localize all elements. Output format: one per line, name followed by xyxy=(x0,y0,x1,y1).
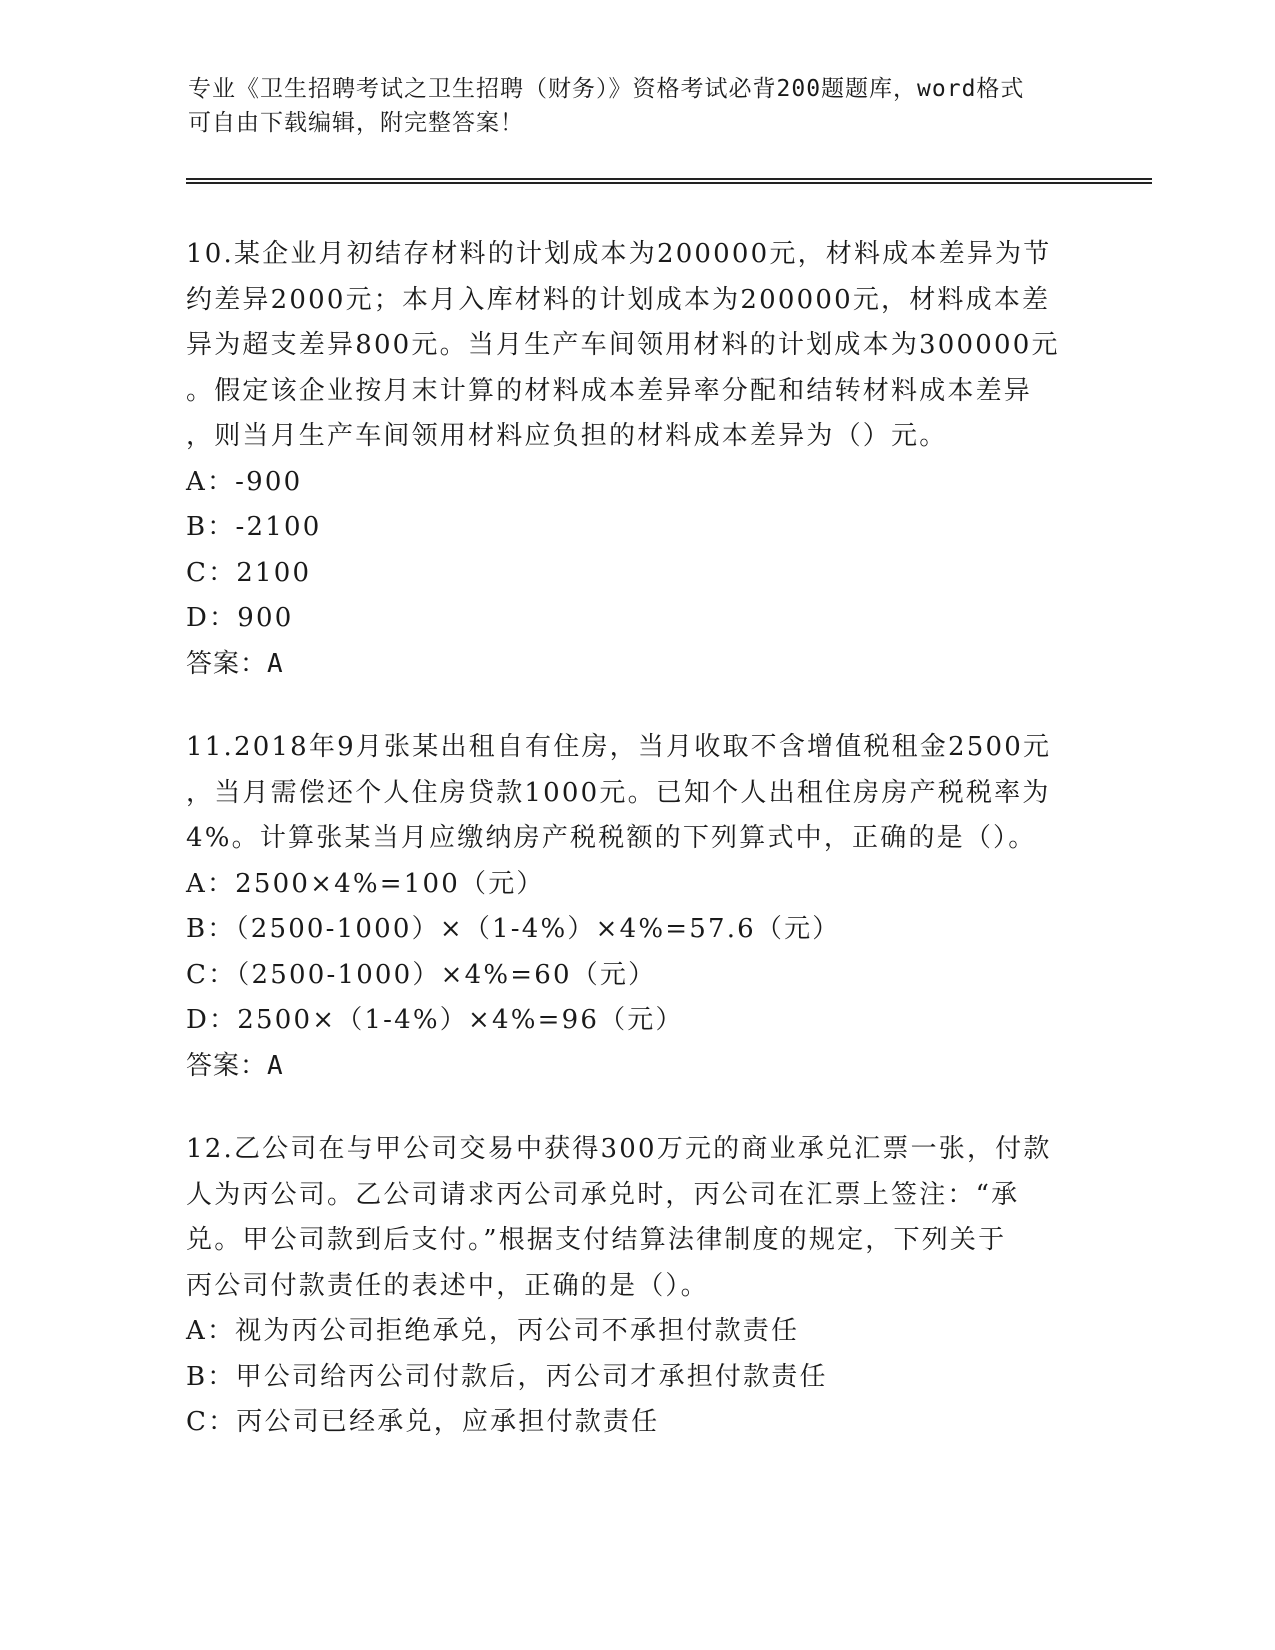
question-list xyxy=(186,232,1086,1484)
question-text-line: ，则当月生产车间领用材料应负担的材料成本差异为（）元。 xyxy=(186,421,948,451)
question-text-line: 12.乙公司在与甲公司交易中获得300万元的商业承兑汇票一张，付款 xyxy=(186,1134,1052,1164)
question-text-line: 人为丙公司。乙公司请求丙公司承兑时，丙公司在汇票上签注：“承 xyxy=(186,1179,1020,1210)
question-text-line: 11.2018年9月张某出租自有住房，当月收取不含增值税租金2500元 xyxy=(186,732,1052,762)
option-a: A：视为丙公司拒绝承兑，丙公司不承担付款责任 xyxy=(186,1316,800,1346)
header-divider-bottom xyxy=(186,182,1152,184)
question-text-line: 4%。计算张某当月应缴纳房产税税额的下列算式中，正确的是（）。 xyxy=(186,823,1037,853)
header-divider-top xyxy=(186,178,1152,180)
question-text-line: ，当月需偿还个人住房贷款1000元。已知个人出租住房房产税税率为 xyxy=(186,777,1051,808)
question-12 xyxy=(186,1127,1086,1446)
question-text-line: 丙公司付款责任的表述中，正确的是（）。 xyxy=(186,1270,709,1301)
question-10 xyxy=(186,232,1086,687)
option-a: A：2500×4%=100（元） xyxy=(186,868,545,899)
option-c: C：丙公司已经承兑，应承担付款责任 xyxy=(186,1407,660,1437)
option-d: D：2500×（1-4%）×4%=96（元） xyxy=(186,1005,684,1035)
question-text-line: 兑。甲公司款到后支付。”根据支付结算法律制度的规定，下列关于 xyxy=(186,1225,1007,1255)
option-d: D：900 xyxy=(186,603,294,633)
option-a: A：-900 xyxy=(186,466,303,497)
option-b: B：-2100 xyxy=(186,512,322,542)
option-b: B：（2500-1000）×（1-4%）×4%=57.6（元） xyxy=(186,914,841,944)
option-b: B：甲公司给丙公司付款后，丙公司才承担付款责任 xyxy=(186,1361,828,1392)
document-header xyxy=(188,72,1088,140)
question-text-line: 约差异2000元；本月入库材料的计划成本为200000元，材料成本差 xyxy=(186,284,1051,315)
option-c: C：（2500-1000）×4%=60（元） xyxy=(186,959,657,990)
question-text-line: 10.某企业月初结存材料的计划成本为200000元，材料成本差异为节 xyxy=(186,239,1052,269)
header-line-2: 可自由下载编辑，附完整答案！ xyxy=(188,110,524,136)
header-line-1: 专业《卫生招聘考试之卫生招聘（财务）》资格考试必背200题题库，word格式 xyxy=(188,76,1025,102)
option-c: C：2100 xyxy=(186,557,312,588)
question-11 xyxy=(186,725,1086,1089)
answer-label: 答案：A xyxy=(186,648,284,679)
question-text-line: 异为超支差异800元。当月生产车间领用材料的计划成本为300000元 xyxy=(186,330,1060,360)
answer-label: 答案：A xyxy=(186,1050,284,1081)
question-text-line: 。假定该企业按月末计算的材料成本差异率分配和结转材料成本差异 xyxy=(186,375,1033,406)
